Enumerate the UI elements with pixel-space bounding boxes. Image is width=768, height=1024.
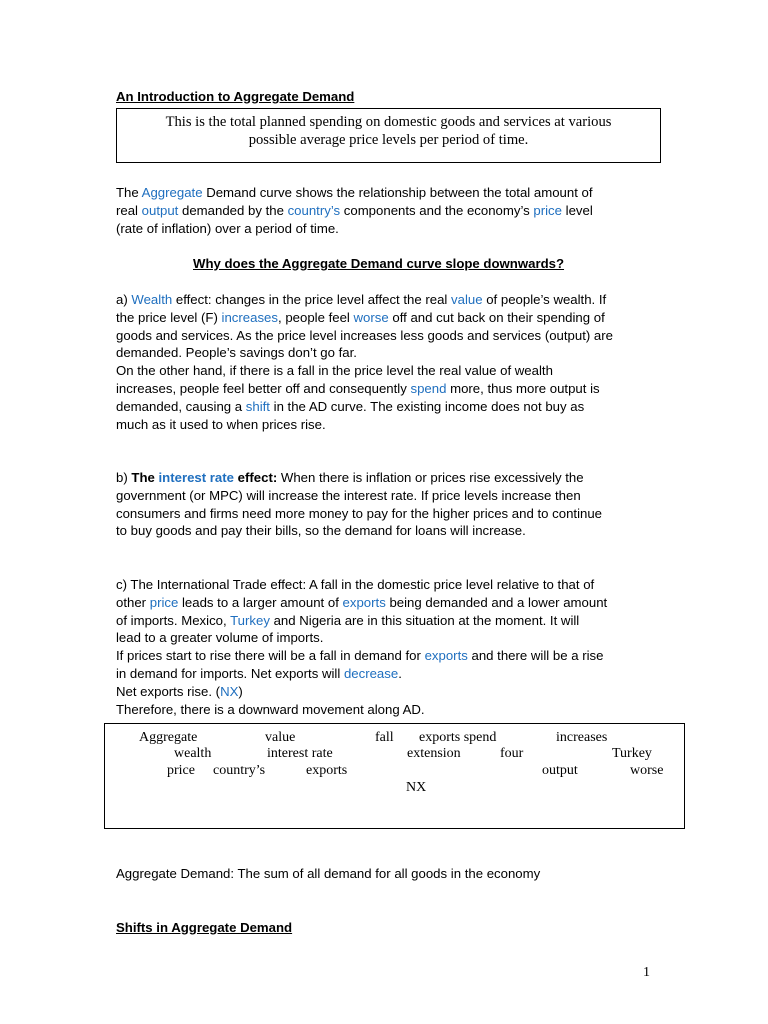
word-bank-item: Aggregate [139, 730, 198, 745]
keyword-spend: spend [410, 380, 447, 396]
shifts-heading: Shifts in Aggregate Demand [116, 920, 293, 935]
ad-definition: Aggregate Demand: The sum of all demand for all goods in the economy [116, 866, 541, 881]
subheading: Why does the Aggregate Demand curve slope downwards? [193, 256, 565, 271]
keyword-decrease: decrease [343, 665, 399, 681]
definition-line-1: This is the total planned spending on domestic goods and services at various [165, 114, 612, 130]
word-bank-item: price [167, 763, 195, 778]
keyword-price: price [149, 594, 179, 610]
keyword-increases: increases [221, 309, 278, 325]
keyword-value: value [451, 292, 483, 307]
intro-paragraph: The Aggregate Demand curve shows the relationship between the total amount of real output demanded by the country’s components and the economy’s price level (rate of inflation) over a period of time. [116, 185, 593, 236]
word-bank-item: fall [375, 730, 394, 745]
section-a-paragraph: a) Wealth effect: changes in the price level affect the real value of people’s wealth. If the price level (F) increases, people feel worse off and cut back on their spending of goods and services. As the price level increases less goods and services (output) are demanded. People’s savings don’t go far. On the other hand, if there is a fall in the price level the real value of wealth increases, people feel better off and consequently spend more, thus more output is demanded, causing a shift in the AD curve. The existing income does not buy as much as it used to when prices rise. [116, 292, 613, 432]
keyword-wealth: Wealth [131, 292, 173, 307]
section-b-paragraph: b) The interest rate effect: When there is inflation or prices rise excessively the government (or MPC) will increase the interest rate. If price levels increase then consumers and firms need more money to pay for the higher prices and to continue to buy goods and pay their bills, so the demand for loans will increase. [116, 470, 602, 539]
keyword-shift: shift [245, 398, 270, 414]
word-bank-box [104, 723, 685, 829]
keyword-interest-rate: interest rate [158, 470, 234, 485]
keyword-turkey: Turkey [230, 612, 270, 628]
keyword-worse: worse [353, 309, 389, 325]
word-bank-item: value [265, 730, 296, 745]
word-bank-item: country’s [213, 763, 266, 778]
keyword-price: price [533, 202, 562, 218]
page-number: 1 [643, 965, 650, 980]
keyword-exports: exports [424, 648, 468, 664]
keyword-output: output [141, 202, 179, 218]
page-title: An Introduction to Aggregate Demand [116, 89, 355, 104]
definition-box [116, 108, 661, 163]
section-c-paragraph: c) The International Trade effect: A fall in the domestic price level relative to that of other price leads to a larger amount of exports being demanded and a lower amount of imports. Mexico, Turkey and Nigeria are in this situation at the moment. It will lead to a greater volume of imports. If prices start to rise there will be a fall in demand for exports and there will be a rise in demand for imports. Net exports will decrease. Net exports rise. (NX) Therefore, there is a downward movement along AD. [116, 577, 608, 717]
keyword-exports: exports [342, 594, 386, 610]
keyword-aggregate: Aggregate [141, 185, 203, 200]
word-bank-item: increases [556, 730, 608, 745]
word-bank-item: extension [407, 746, 461, 761]
word-bank-item: wealth [174, 746, 212, 761]
definition-line-2: possible average price levels per period of time. [248, 131, 529, 148]
word-bank-item: four [500, 746, 524, 761]
word-bank-item: exports spend [419, 730, 497, 745]
word-bank-item: interest rate [267, 746, 333, 761]
word-bank-item: worse [630, 763, 664, 778]
word-bank-item: Turkey [612, 746, 652, 761]
word-bank-item: output [542, 763, 578, 778]
word-bank-item: NX [406, 780, 427, 795]
keyword-countrys: country’s [287, 202, 341, 218]
keyword-nx: NX [220, 683, 239, 699]
word-bank-item: exports [306, 763, 348, 778]
